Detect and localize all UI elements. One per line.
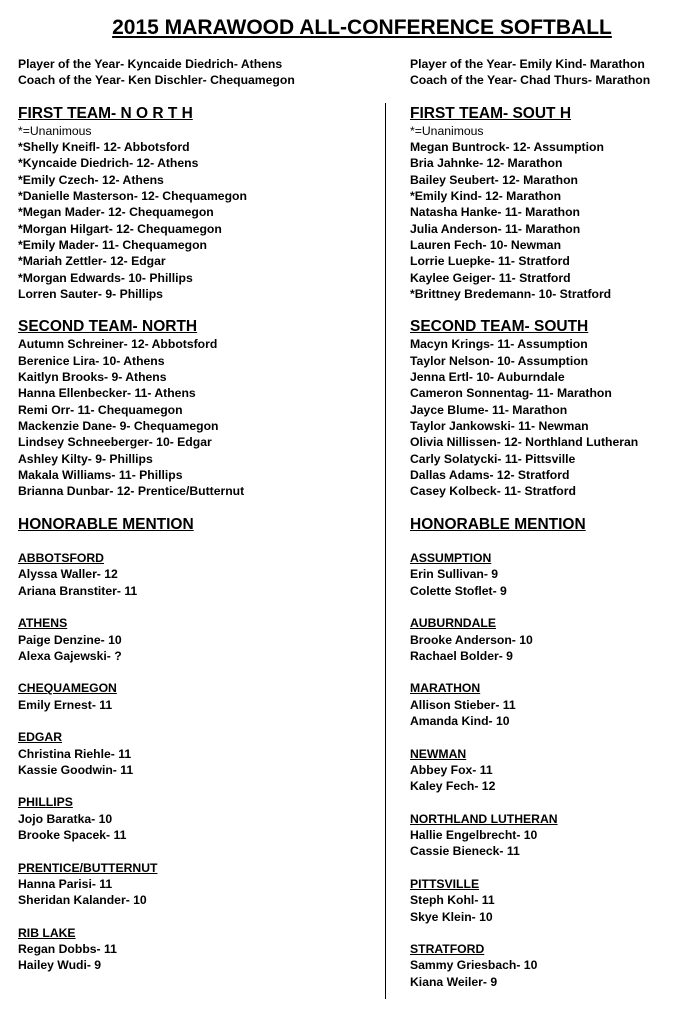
award-line: Player of the Year- Kyncaide Diedrich- Athens <box>18 57 283 71</box>
school-heading: MARATHON <box>410 681 481 696</box>
first-team-heading: FIRST TEAM- SOUT H <box>410 104 572 122</box>
honorable-player: Brooke Anderson- 10 <box>410 632 533 647</box>
school-heading: STRATFORD <box>410 942 485 957</box>
second-team-player: Mackenzie Dane- 9- Chequamegon <box>18 418 219 433</box>
honorable-player: Kassie Goodwin- 11 <box>18 762 134 777</box>
first-team-heading: FIRST TEAM- N O R T H <box>18 104 193 122</box>
unanimous-note: *=Unanimous <box>410 123 484 138</box>
honorable-player: Allison Stieber- 11 <box>410 697 516 712</box>
honorable-player: Abbey Fox- 11 <box>410 762 493 777</box>
second-team-player: Carly Solatycki- 11- Pittsville <box>410 451 576 466</box>
first-team-player: Lorrie Luepke- 11- Stratford <box>410 254 570 269</box>
honorable-player: Regan Dobbs- 11 <box>18 942 117 957</box>
school-heading: NEWMAN <box>410 746 467 761</box>
first-team-player: *Emily Mader- 11- Chequamegon <box>18 237 207 252</box>
first-team-player: *Brittney Bredemann- 10- Stratford <box>410 286 612 301</box>
second-team-player: Brianna Dunbar- 12- Prentice/Butternut <box>18 484 245 499</box>
spacer <box>18 499 380 515</box>
first-team-player: *Mariah Zettler- 12- Edgar <box>18 254 166 269</box>
first-team-player: *Shelly Kneifl- 12- Abbotsford <box>18 140 190 155</box>
school-heading: NORTHLAND LUTHERAN <box>410 811 558 826</box>
honorable-player: Erin Sullivan- 9 <box>410 567 499 582</box>
school-heading: EDGAR <box>18 730 63 745</box>
first-team-player: *Emily Kind- 12- Marathon <box>410 189 562 204</box>
second-team-player: Lindsey Schneeberger- 10- Edgar <box>18 435 212 450</box>
second-team-player: Taylor Jankowski- 11- Newman <box>410 418 589 433</box>
second-team-player: Taylor Nelson- 10- Assumption <box>410 353 589 368</box>
honorable-player: Sheridan Kalander- 10 <box>18 893 147 908</box>
honorable-player: Hanna Parisi- 11 <box>18 876 113 891</box>
spacer <box>410 534 692 550</box>
school-heading: RIB LAKE <box>18 925 76 940</box>
second-team-player: Autumn Schreiner- 12- Abbotsford <box>18 337 218 352</box>
first-team-player: Bailey Seubert- 12- Marathon <box>410 172 578 187</box>
second-team-player: Berenice Lira- 10- Athens <box>18 353 165 368</box>
spacer <box>410 89 692 105</box>
column-divider <box>385 103 386 999</box>
school-heading: PHILLIPS <box>18 795 73 810</box>
spacer <box>410 925 692 941</box>
second-team-player: Hanna Ellenbecker- 11- Athens <box>18 386 196 401</box>
first-team-player: *Morgan Edwards- 10- Phillips <box>18 270 193 285</box>
unanimous-note: *=Unanimous <box>18 123 92 138</box>
second-team-player: Makala Williams- 11- Phillips <box>18 467 183 482</box>
honorable-player: Ariana Branstiter- 11 <box>18 583 138 598</box>
honorable-player: Sammy Griesbach- 10 <box>410 958 538 973</box>
first-team-player: Bria Jahnke- 12- Marathon <box>410 156 563 171</box>
school-heading: CHEQUAMEGON <box>18 681 117 696</box>
honorable-player: Colette Stoflet- 9 <box>410 583 507 598</box>
award-line: Coach of the Year- Chad Thurs- Marathon <box>410 73 651 88</box>
first-team-player: Megan Buntrock- 12- Assumption <box>410 140 604 155</box>
north-column <box>18 56 380 974</box>
first-team-player: *Kyncaide Diedrich- 12- Athens <box>18 156 199 171</box>
spacer <box>18 664 380 680</box>
honorable-player: Jojo Baratka- 10 <box>18 811 113 826</box>
first-team-player: Lauren Fech- 10- Newman <box>410 237 562 252</box>
honorable-player: Hailey Wudi- 9 <box>18 958 102 973</box>
second-team-heading: SECOND TEAM- SOUTH <box>410 318 589 336</box>
spacer <box>410 499 692 515</box>
second-team-player: Dallas Adams- 12- Stratford <box>410 467 570 482</box>
spacer <box>410 860 692 876</box>
honorable-player: Kaley Fech- 12 <box>410 779 496 794</box>
school-heading: PITTSVILLE <box>410 876 480 891</box>
honorable-player: Emily Ernest- 11 <box>18 697 113 712</box>
spacer <box>18 534 380 550</box>
honorable-mention-heading: HONORABLE MENTION <box>410 515 586 533</box>
honorable-player: Alyssa Waller- 12 <box>18 567 118 582</box>
honorable-player: Alexa Gajewski- ? <box>18 648 122 663</box>
second-team-player: Macyn Krings- 11- Assumption <box>410 337 588 352</box>
school-heading: PRENTICE/BUTTERNUT <box>18 860 158 875</box>
second-team-player: Remi Orr- 11- Chequamegon <box>18 402 183 417</box>
page-title: 2015 MARAWOOD ALL-CONFERENCE SOFTBALL <box>112 16 612 39</box>
first-team-player: *Morgan Hilgart- 12- Chequamegon <box>18 221 222 236</box>
first-team-player: *Danielle Masterson- 12- Chequamegon <box>18 189 247 204</box>
spacer <box>18 302 380 318</box>
second-team-player: Cameron Sonnentag- 11- Marathon <box>410 386 612 401</box>
second-team-player: Casey Kolbeck- 11- Stratford <box>410 484 576 499</box>
school-heading: ASSUMPTION <box>410 551 492 566</box>
second-team-player: Ashley Kilty- 9- Phillips <box>18 451 153 466</box>
school-heading: ABBOTSFORD <box>18 551 104 566</box>
honorable-player: Paige Denzine- 10 <box>18 632 122 647</box>
honorable-player: Kiana Weiler- 9 <box>410 974 498 989</box>
honorable-player: Rachael Bolder- 9 <box>410 648 513 663</box>
second-team-player: Kaitlyn Brooks- 9- Athens <box>18 370 167 385</box>
honorable-player: Cassie Bieneck- 11 <box>410 844 520 859</box>
second-team-heading: SECOND TEAM- NORTH <box>18 318 198 336</box>
spacer <box>410 302 692 318</box>
first-team-player: Julia Anderson- 11- Marathon <box>410 221 581 236</box>
spacer <box>410 729 692 745</box>
spacer <box>18 909 380 925</box>
school-heading: ATHENS <box>18 616 68 631</box>
honorable-player: Amanda Kind- 10 <box>410 713 510 728</box>
school-heading: AUBURNDALE <box>410 616 496 631</box>
spacer <box>18 599 380 615</box>
south-column <box>410 56 692 990</box>
first-team-player: Lorren Sauter- 9- Phillips <box>18 286 163 301</box>
honorable-player: Steph Kohl- 11 <box>410 893 495 908</box>
award-line: Player of the Year- Emily Kind- Marathon <box>410 57 645 71</box>
spacer <box>18 713 380 729</box>
spacer <box>410 599 692 615</box>
honorable-player: Skye Klein- 10 <box>410 909 493 924</box>
spacer <box>410 794 692 810</box>
first-team-player: *Megan Mader- 12- Chequamegon <box>18 205 214 220</box>
second-team-player: Jenna Ertl- 10- Auburndale <box>410 370 565 385</box>
spacer <box>410 664 692 680</box>
spacer <box>18 843 380 859</box>
first-team-player: *Emily Czech- 12- Athens <box>18 172 164 187</box>
spacer <box>18 89 380 105</box>
honorable-player: Brooke Spacek- 11 <box>18 828 127 843</box>
honorable-player: Christina Riehle- 11 <box>18 746 132 761</box>
second-team-player: Jayce Blume- 11- Marathon <box>410 402 568 417</box>
honorable-mention-heading: HONORABLE MENTION <box>18 515 194 533</box>
spacer <box>18 778 380 794</box>
award-line: Coach of the Year- Ken Dischler- Chequamegon <box>18 73 295 88</box>
honorable-player: Hallie Engelbrecht- 10 <box>410 828 538 843</box>
first-team-player: Kaylee Geiger- 11- Stratford <box>410 270 571 285</box>
first-team-player: Natasha Hanke- 11- Marathon <box>410 205 580 220</box>
second-team-player: Olivia Nillissen- 12- Northland Lutheran <box>410 435 639 450</box>
